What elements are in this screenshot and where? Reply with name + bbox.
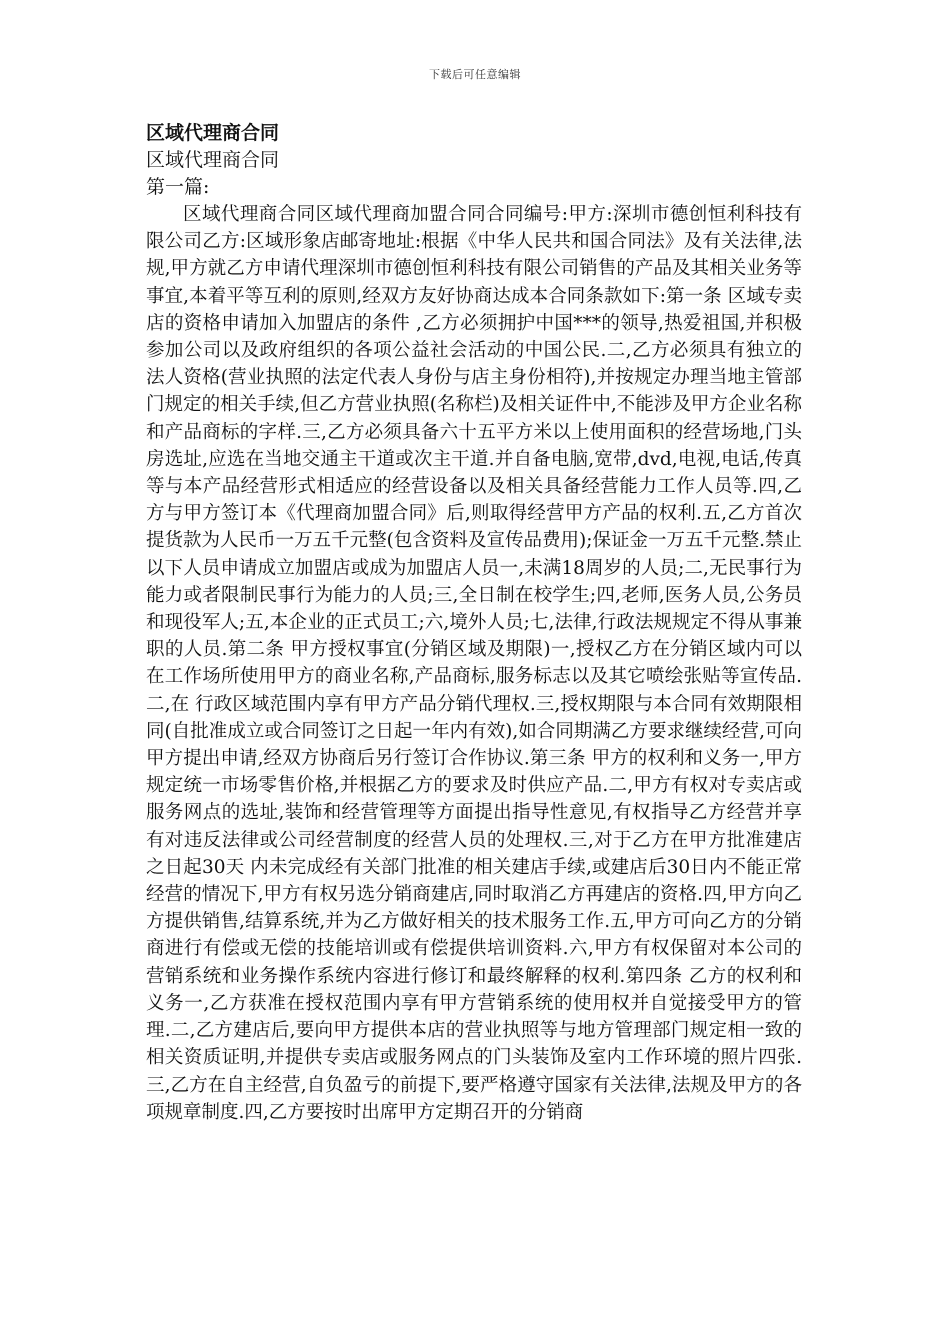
page-header-note: 下载后可任意编辑 xyxy=(429,68,521,81)
contract-body-text: 区域代理商合同区域代理商加盟合同合同编号:甲方:深圳市德创恒利科技有限公司乙方:区域形象店邮寄地址:根据《中华人民共和国合同法》及有关法律,法规,甲方就乙方申请代理深圳市德创恒利科技有限公司销售的产品及其相关业务等事宜,本着平等互利的原则,经双方友好协商达成本合同条款如下:第一条 区域专卖店的资格申请加入加盟店的条件 ,乙方必须拥护中国***的领导,热爱祖国,并积极参加公司以及政府组织的各项公益社会活动的中国公民.二,乙方必须具有独立的法人资格(营业执照的法定代表人身份与店主身份相符),并按规定办理当地主管部门规定的相关手续,但乙方营业执照(名称栏)及相关证件中,不能涉及甲方企业名称和产品商标的字样.三,乙方必须具备六十五平方米以上使用面积的经营场地,门头房选址,应选在当地交通主干道或次主干道.并自备电脑,宽带,dvd,电视,电话,传真等与本产品经营形式相适应的经营设备以及相关具备经营能力工作人员等.四,乙方与甲方签订本《代理商加盟合同》后,则取得经营甲方产品的权利.五,乙方首次提货款为人民币一万五千元整(包含资料及宣传品费用);保证金一万五千元整.禁止以下人员申请成立加盟店或成为加盟店人员一,未满18周岁的人员;二,无民事行为能力或者限制民事行为能力的人员;三,全日制在校学生;四,老师,医务人员,公务员和现役军人;五,本企业的正式员工;六,境外人员;七,法律,行政法规规定不得从事兼职的人员.第二条 甲方授权事宜(分销区域及期限)一,授权乙方在分销区域内可以在工作场所使用甲方的商业名称,产品商标,服务标志以及其它喷绘张贴等宣传品.二,在 行政区域范围内享有甲方产品分销代理权.三,授权期限与本合同有效期限相同(自批准成立或合同签订之日起一年内有效),如合同期满乙方要求继续经营,可向甲方提出申请,经双方协商后另行签订合作协议.第三条 甲方的权利和义务一,甲方规定统一市场零售价格,并根据乙方的要求及时供应产品.二,甲方有权对专卖店或服务网点的选址,装饰和经营管理等方面提出指导性意见,有权指导乙方经营并享有对违反法律或公司经营制度的经营人员的处理权.三,对于乙方在甲方批准建店之日起30天 内未完成经有关部门批准的相关建店手续,或建店后30日内不能正常经营的情况下,甲方有权另选分销商建店,同时取消乙方再建店的资格.四,甲方向乙方提供销售,结算系统,并为乙方做好相关的技术服务工作.五,甲方可向乙方的分销商进行有偿或无偿的技能培训或有偿提供培训资料.六,甲方有权保留对本公司的营销系统和业务操作系统内容进行修订和最终解释的权利.第四条 乙方的权利和义务一,乙方获准在授权范围内享有甲方营销系统的使用权并自觉接受甲方的管理.二,乙方建店后,要向甲方提供本店的营业执照等与地方管理部门规定相一致的相关资质证明,并提供专卖店或服务网点的门头装饰及室内工作环境的照片四张.三,乙方在自主经营,自负盈亏的前提下,要严格遵守国家有关法律,法规及甲方的各项规章制度.四,乙方要按时出席甲方定期召开的分销商 xyxy=(146,204,802,1123)
document-title: 区域代理商合同 xyxy=(146,122,280,144)
document-content xyxy=(146,120,802,1126)
part-label: 第一篇: xyxy=(146,176,210,198)
document-subtitle: 区域代理商合同 xyxy=(146,149,280,171)
